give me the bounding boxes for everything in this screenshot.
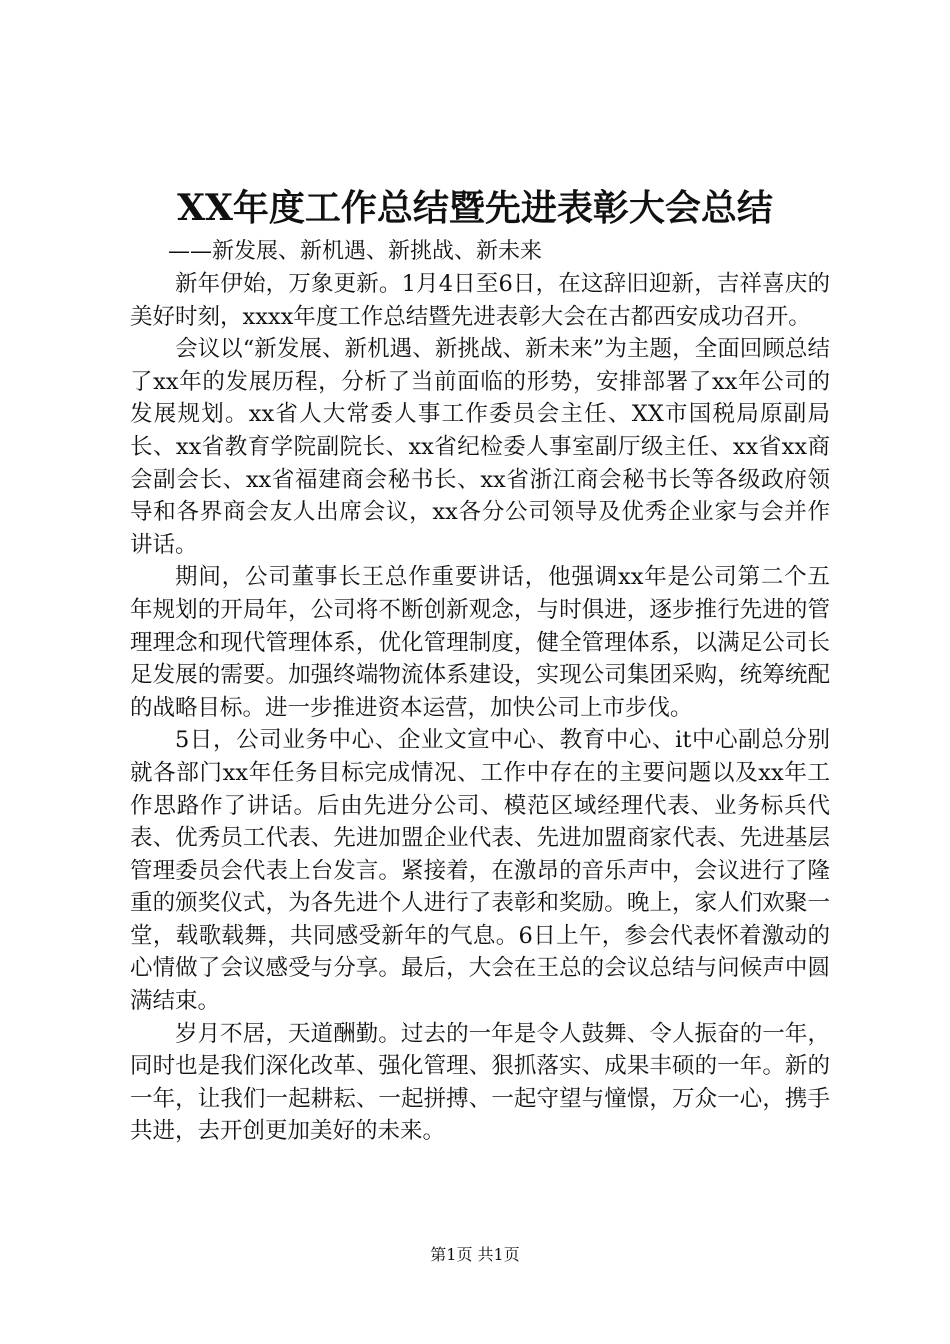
- paragraph: 新年伊始，万象更新。1月4日至6日，在这辞旧迎新，吉祥喜庆的美好时刻，xxxx年度工作总结暨先进表彰大会在古都西安成功召开。: [130, 271, 830, 330]
- paragraph: 期间，公司董事长王总作重要讲话，他强调xx年是公司第二个五年规划的开局年，公司将不断创新观念，与时俱进，逐步推行先进的管理理念和现代管理体系，优化管理制度，健全管理体系，以满足公司长足发展的需要。加强终端物流体系建设，实现公司集团采购，统筹统配的战略目标。进一步推进资本运营，加快公司上市步伐。: [130, 564, 830, 721]
- page-footer: 第1页 共1页: [430, 1245, 520, 1264]
- document-body: [130, 268, 830, 1148]
- paragraph: 5日，公司业务中心、企业文宣中心、教育中心、it中心副总分别就各部门xx年任务目标完成情况、工作中存在的主要问题以及xx年工作思路作了讲话。后由先进分公司、模范区域经理代表、业务标兵代表、优秀员工代表、先进加盟企业代表、先进加盟商家代表、先进基层管理委员会代表上台发言。紧接着，在激昂的音乐声中，会议进行了隆重的颁奖仪式，为各先进个人进行了表彰和奖励。晚上，家人们欢聚一堂，载歌载舞，共同感受新年的气息。6日上午，参会代表怀着激动的心情做了会议感受与分享。最后，大会在王总的会议总结与问候声中圆满结束。: [130, 727, 830, 1015]
- paragraph: 岁月不居，天道酬勤。过去的一年是令人鼓舞、令人振奋的一年，同时也是我们深化改革、强化管理、狠抓落实、成果丰硕的一年。新的一年，让我们一起耕耘、一起拼搏、一起守望与憧憬，万众一心，携手共进，去开创更加美好的未来。: [130, 1020, 830, 1145]
- document-title: XX年度工作总结暨先进表彰大会总结: [177, 187, 773, 229]
- document-subtitle: ——新发展、新机遇、新挑战、新未来: [168, 239, 543, 264]
- paragraph: 会议以“新发展、新机遇、新挑战、新未来”为主题，全面回顾总结了xx年的发展历程，分析了当前面临的形势，安排部署了xx年公司的发展规划。xx省人大常委人事工作委员会主任、XX市国税局原副局长、xx省教育学院副院长、xx省纪检委人事室副厅级主任、xx省xx商会副会长、xx省福建商会秘书长、xx省浙江商会秘书长等各级政府领导和各界商会友人出席会议，xx各分公司领导及优秀企业家与会并作讲话。: [130, 336, 830, 558]
